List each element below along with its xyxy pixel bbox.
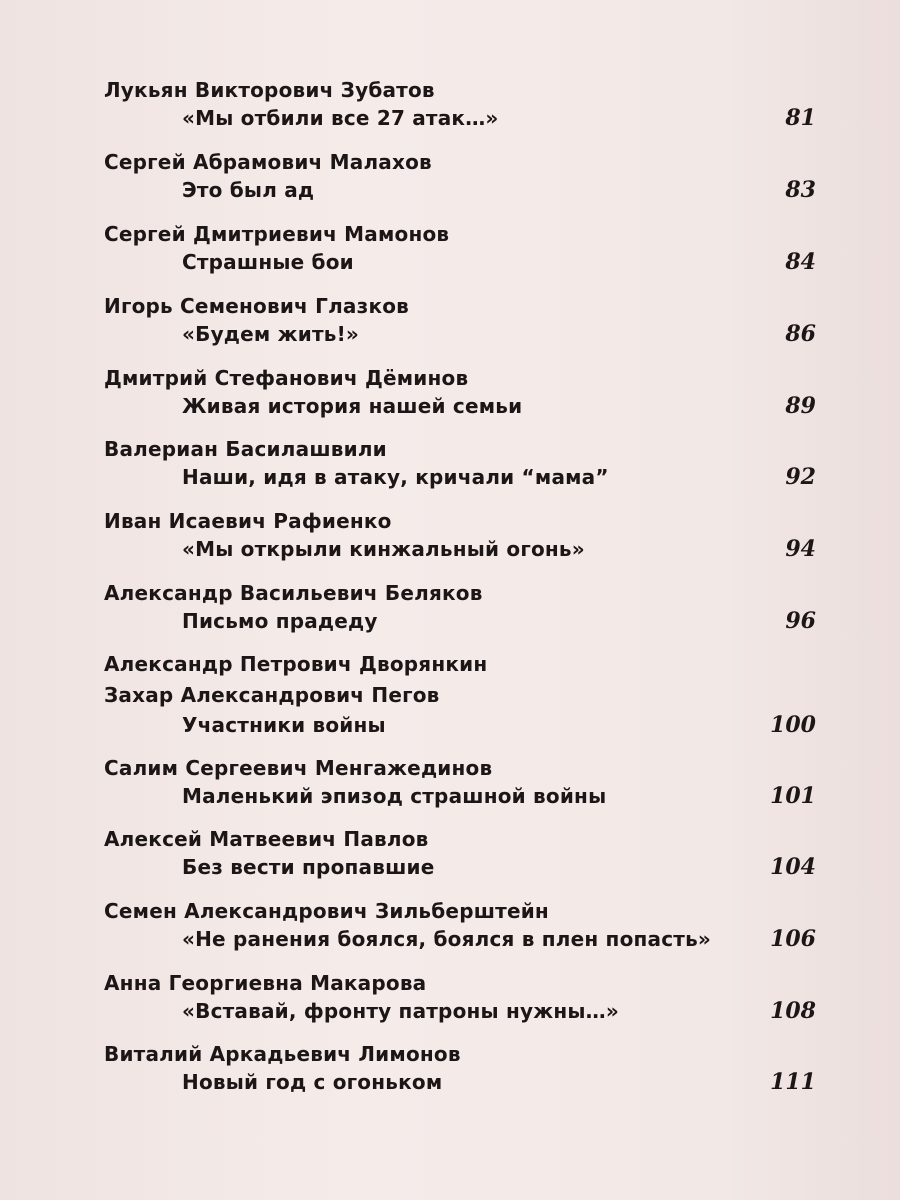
toc-title: Живая история нашей семьи [182, 394, 523, 418]
toc-page-number: 89 [785, 393, 816, 419]
toc-author: Алексей Матвеевич Павлов [104, 827, 429, 851]
toc-title: Наши, идя в атаку, кричали “мама” [182, 465, 609, 489]
toc-title: Маленький эпизод страшной войны [182, 784, 607, 808]
toc-author: Сергей Дмитриевич Мамонов [104, 222, 450, 246]
toc-page-number: 81 [785, 105, 816, 131]
toc-author: Александр Петрович Дворянкин [104, 652, 488, 676]
toc-page-number: 108 [770, 998, 816, 1024]
toc-page-number: 101 [770, 783, 816, 809]
toc-title: «Не ранения боялся, боялся в плен попасть» [182, 927, 712, 951]
toc-title: «Вставай, фронту патроны нужны…» [182, 999, 619, 1023]
toc-page-number: 86 [785, 321, 816, 347]
toc-page-number: 104 [770, 854, 816, 880]
toc-author: Семен Александрович Зильберштейн [104, 899, 549, 923]
toc-title: Это был ад [182, 178, 315, 202]
toc-title: Без вести пропавшие [182, 855, 435, 879]
toc-author: Захар Александрович Пегов [104, 683, 440, 707]
toc-author: Анна Георгиевна Макарова [104, 971, 427, 995]
toc-page-number: 92 [785, 464, 816, 490]
toc-author: Сергей Абрамович Малахов [104, 150, 432, 174]
toc-author: Дмитрий Стефанович Дёминов [104, 366, 469, 390]
toc-author: Салим Сергеевич Менгажединов [104, 756, 493, 780]
toc-page-number: 83 [785, 177, 816, 203]
toc-author: Иван Исаевич Рафиенко [104, 509, 392, 533]
toc-author: Игорь Семенович Глазков [104, 294, 410, 318]
toc-page-number: 84 [785, 249, 816, 275]
toc-title: Новый год с огоньком [182, 1070, 443, 1094]
toc-title: Письмо прадеду [182, 609, 378, 633]
toc-author: Лукьян Викторович Зубатов [104, 78, 435, 102]
toc-author: Валериан Басилашвили [104, 437, 387, 461]
toc-page-number: 106 [770, 926, 816, 952]
toc-page-number: 94 [785, 536, 816, 562]
toc-title: Участники войны [182, 713, 386, 737]
toc-title: Страшные бои [182, 250, 354, 274]
toc-page-number: 96 [785, 608, 816, 634]
toc-author: Виталий Аркадьевич Лимонов [104, 1042, 461, 1066]
toc-title: «Мы открыли кинжальный огонь» [182, 537, 585, 561]
toc-title: «Мы отбили все 27 атак…» [182, 106, 499, 130]
toc-author: Александр Васильевич Беляков [104, 581, 483, 605]
toc-page-number: 100 [770, 712, 816, 738]
toc-title: «Будем жить!» [182, 322, 360, 346]
toc-page-number: 111 [770, 1069, 816, 1095]
